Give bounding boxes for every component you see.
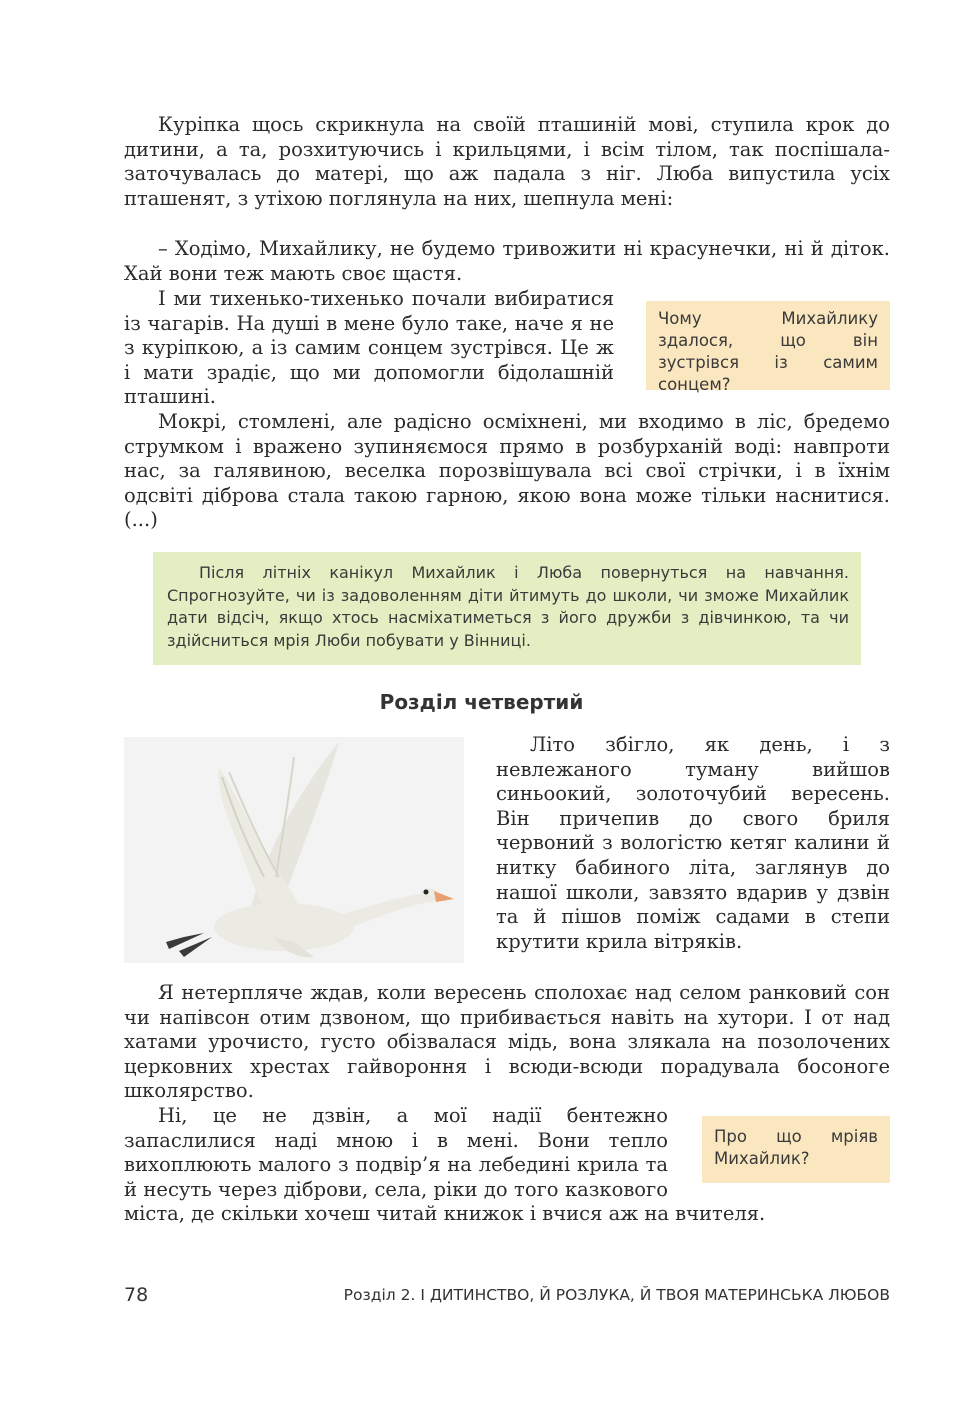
task-box: Після літніх канікул Михайлик і Люба повернуться на навчання. Спрогнозуйте, чи із задоволенням діти йтимуть до школи, чи зможе Михайлик дати відсіч, якщо хтось насміхатиметься з його дружби з дівчинкою, та чи здійсниться мрія Люби побувати у Вінниці. [153,552,861,665]
paragraph-3: І ми тихенько-тихенько почали вибиратися із чагарів. На душі в мене було таке, наче я не з куріпкою, а із самим сонцем зустрівся. Це ж і мати зрадіє, що ми допомогли бідолашній пташині. [124,287,614,409]
paragraph-4: Мокрі, стомлені, але радісно осміхнені, ми входимо в ліс, бредемо струмком і вражено зупиняємося прямо в розбурханій воді: навпроти нас, за галявиною, веселка порозвішувала всі свої стрічки, і в їхнім одсвіті діброва стала такою гарною, якою вона може тільки наснитися. (...) [124,410,890,532]
question-box-2: Про що мріяв Михайлик? [702,1116,890,1183]
paragraph-1: Куріпка щось скрикнула на своїй пташиній мові, ступила крок до дитини, а та, розхитуючись і крильцями, і всім тілом, так поспішала-заточувалась до матері, що аж падала з ніг. Люба випустила усіх пташенят, з утіхою поглянула на них, шепнула мені: [124,113,890,210]
section-title: Розділ четвертий [379,690,584,714]
swan-illustration [124,737,464,963]
running-title: Розділ 2. І ДИТИНСТВО, Й РОЗЛУКА, Й ТВОЯ МАТЕРИНСЬКА ЛЮБОВ [343,1286,890,1304]
paragraph-6: Я нетерпляче ждав, коли вересень сполохає над селом ранковий сон чи напівсон отим дзвоном, що прибивається навіть на хутори. І от над хатами урочисто, густо обізвалася мідь, вона злякала на позолочених церковних хрестах гайвороння і всюди-всюди порадувала босоноге школярство. [124,981,890,1103]
question-box-1: Чому Михайлику здалося, що він зустрівся із самим сонцем? [646,301,890,390]
swan-photo [124,737,464,963]
paragraph-7: Ні, це не дзвін, а мої надії бентежно запаслилися наді мною і в мені. Вони тепло вихоплюють малого з подвір’я на лебедині крила та й несуть через діброви, села, ріки до того казкового міста, де скільки хочеш читай книжок і вчися аж на вчителя. [124,1104,766,1226]
paragraph-5: Літо збігло, як день, і з невлежаного туману вийшов синьоокий, золоточубий вересень. Він причепив до свого бриля червоний з вологістю кетяг калини й нитку бабиного літа, заглянув до нашої школи, завзято вдарив у дзвін та й пішов поміж садами в степи крутити крила вітряків. [496,733,890,953]
page-number: 78 [124,1284,149,1306]
paragraph-2: – Ходімо, Михайлику, не будемо тривожити ні красунечки, ні й діток. Хай вони теж мають своє щастя. [124,237,890,285]
